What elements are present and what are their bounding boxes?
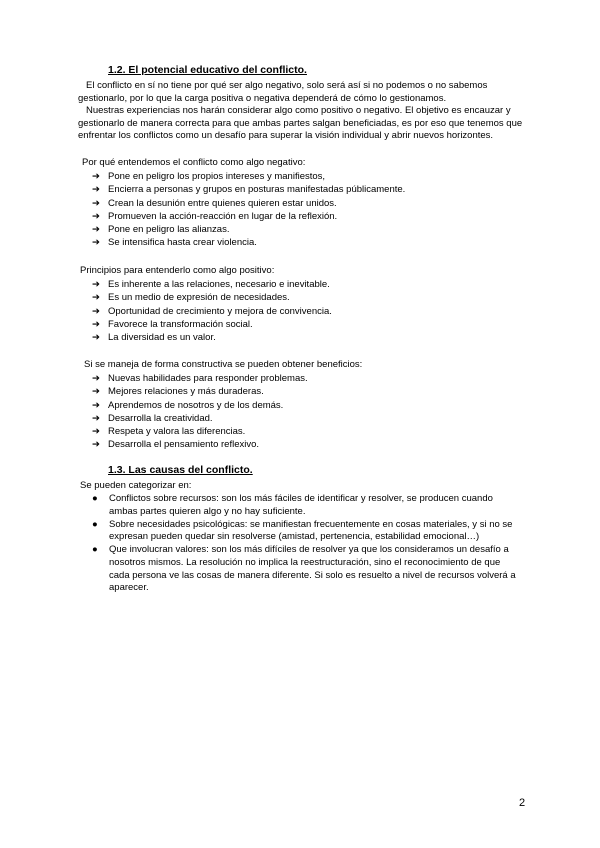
list-item: ➔ Se intensifica hasta crear violencia. bbox=[92, 237, 257, 249]
positive-list bbox=[92, 278, 332, 344]
benefits-list-label: Si se maneja de forma constructiva se pueden obtener beneficios: bbox=[84, 359, 363, 370]
list-item: ➔ Oportunidad de crecimiento y mejora de convivencia. bbox=[92, 305, 332, 317]
list-item: ➔ Aprendemos de nosotros y de los demás. bbox=[92, 399, 284, 411]
arrow-right-icon: ➔ bbox=[92, 171, 100, 182]
arrow-right-icon: ➔ bbox=[92, 292, 100, 304]
arrow-right-icon: ➔ bbox=[92, 318, 100, 330]
arrow-right-icon: ➔ bbox=[92, 439, 100, 451]
list-item: ● Conflictos sobre recursos: son los más fáciles de identificar y resolver, se producen cuando ambas partes quieren algo y no hay suficiente. bbox=[92, 493, 493, 517]
arrow-right-icon: ➔ bbox=[92, 386, 100, 398]
page-number: 2 bbox=[519, 797, 526, 809]
paragraph-intro: El conflicto en sí no tiene por qué ser algo negativo, solo será así si no podemos o no sabemos gestionarlo, por lo que la carga positiva o negativa dependerá de cómo lo gestionamos. bbox=[78, 80, 488, 104]
list-item: ● Que involucran valores: son los más difíciles de resolver ya que los consideramos un desafío a nosotros mismos. La resolución no implica la reestructuración, sino el reconocimiento de que cada persona ve las cosas de manera diferente. Si solo es resuelto a nivel de recursos volverá a aparecer. bbox=[92, 544, 516, 594]
arrow-right-icon: ➔ bbox=[92, 224, 100, 236]
bullet-icon: ● bbox=[92, 544, 98, 556]
positive-list-label: Principios para entenderlo como algo positivo: bbox=[80, 265, 275, 276]
section-heading-causas: 1.3. Las causas del conflicto. bbox=[108, 464, 253, 476]
list-item: ➔ Encierra a personas y grupos en posturas manifestadas públicamente. bbox=[92, 184, 406, 196]
list-item: ➔ Favorece la transformación social. bbox=[92, 318, 253, 330]
arrow-right-icon: ➔ bbox=[92, 305, 100, 317]
section-heading-potencial: 1.2. El potencial educativo del conflicto. bbox=[108, 64, 307, 76]
arrow-right-icon: ➔ bbox=[92, 210, 100, 222]
bullet-icon: ● bbox=[92, 493, 98, 504]
list-item: ● Sobre necesidades psicológicas: se manifiestan frecuentemente en cosas materiales, y si no se expresan pueden quedar sin resolverse (amistad, pertenencia, estabilidad emocional…) bbox=[92, 518, 513, 543]
list-item: ➔ Es inherente a las relaciones, necesario e inevitable. bbox=[92, 279, 330, 290]
arrow-right-icon: ➔ bbox=[92, 237, 100, 249]
list-item: ➔ Desarrolla el pensamiento reflexivo. bbox=[92, 439, 260, 451]
list-item: ➔ Respeta y valora las diferencias. bbox=[92, 426, 246, 438]
list-item: ➔ Es un medio de expresión de necesidades. bbox=[92, 292, 290, 304]
bullet-icon: ● bbox=[92, 518, 98, 530]
list-item: ➔ Desarrolla la creatividad. bbox=[92, 412, 213, 424]
paragraph-experiences: Nuestras experiencias nos harán considerar algo como positivo o negativo. El objetivo es encauzar y gestionarlo de manera correcta para que ambas partes salgan beneficiadas, es por eso que tenemos que enfrentar los conflictos como un desafío para superar la visión individual y abrir nuevos horizontes. bbox=[78, 105, 523, 142]
arrow-right-icon: ➔ bbox=[92, 332, 100, 344]
list-item: ➔ Mejores relaciones y más duraderas. bbox=[92, 386, 264, 398]
benefits-list bbox=[92, 372, 308, 452]
list-item: ➔ Promueven la acción-reacción en lugar de la reflexión. bbox=[92, 210, 338, 222]
list-item: ➔ Crean la desunión entre quienes quieren estar unidos. bbox=[92, 197, 337, 209]
arrow-right-icon: ➔ bbox=[92, 197, 100, 209]
arrow-right-icon: ➔ bbox=[92, 399, 100, 411]
causes-intro: Se pueden categorizar en: bbox=[80, 480, 192, 491]
list-item: ➔ Pone en peligro los propios intereses y manifiestos, bbox=[92, 171, 326, 182]
negative-list-label: Por qué entendemos el conflicto como algo negativo: bbox=[82, 157, 306, 168]
arrow-right-icon: ➔ bbox=[92, 412, 100, 424]
arrow-right-icon: ➔ bbox=[92, 184, 100, 196]
list-item: ➔ La diversidad es un valor. bbox=[92, 332, 216, 344]
causes-list bbox=[92, 493, 522, 595]
list-item: ➔ Nuevas habilidades para responder problemas. bbox=[92, 373, 308, 384]
arrow-right-icon: ➔ bbox=[92, 426, 100, 438]
negative-list bbox=[92, 170, 405, 250]
list-item: ➔ Pone en peligro las alianzas. bbox=[92, 224, 230, 236]
arrow-right-icon: ➔ bbox=[92, 373, 100, 384]
arrow-right-icon: ➔ bbox=[92, 279, 100, 290]
